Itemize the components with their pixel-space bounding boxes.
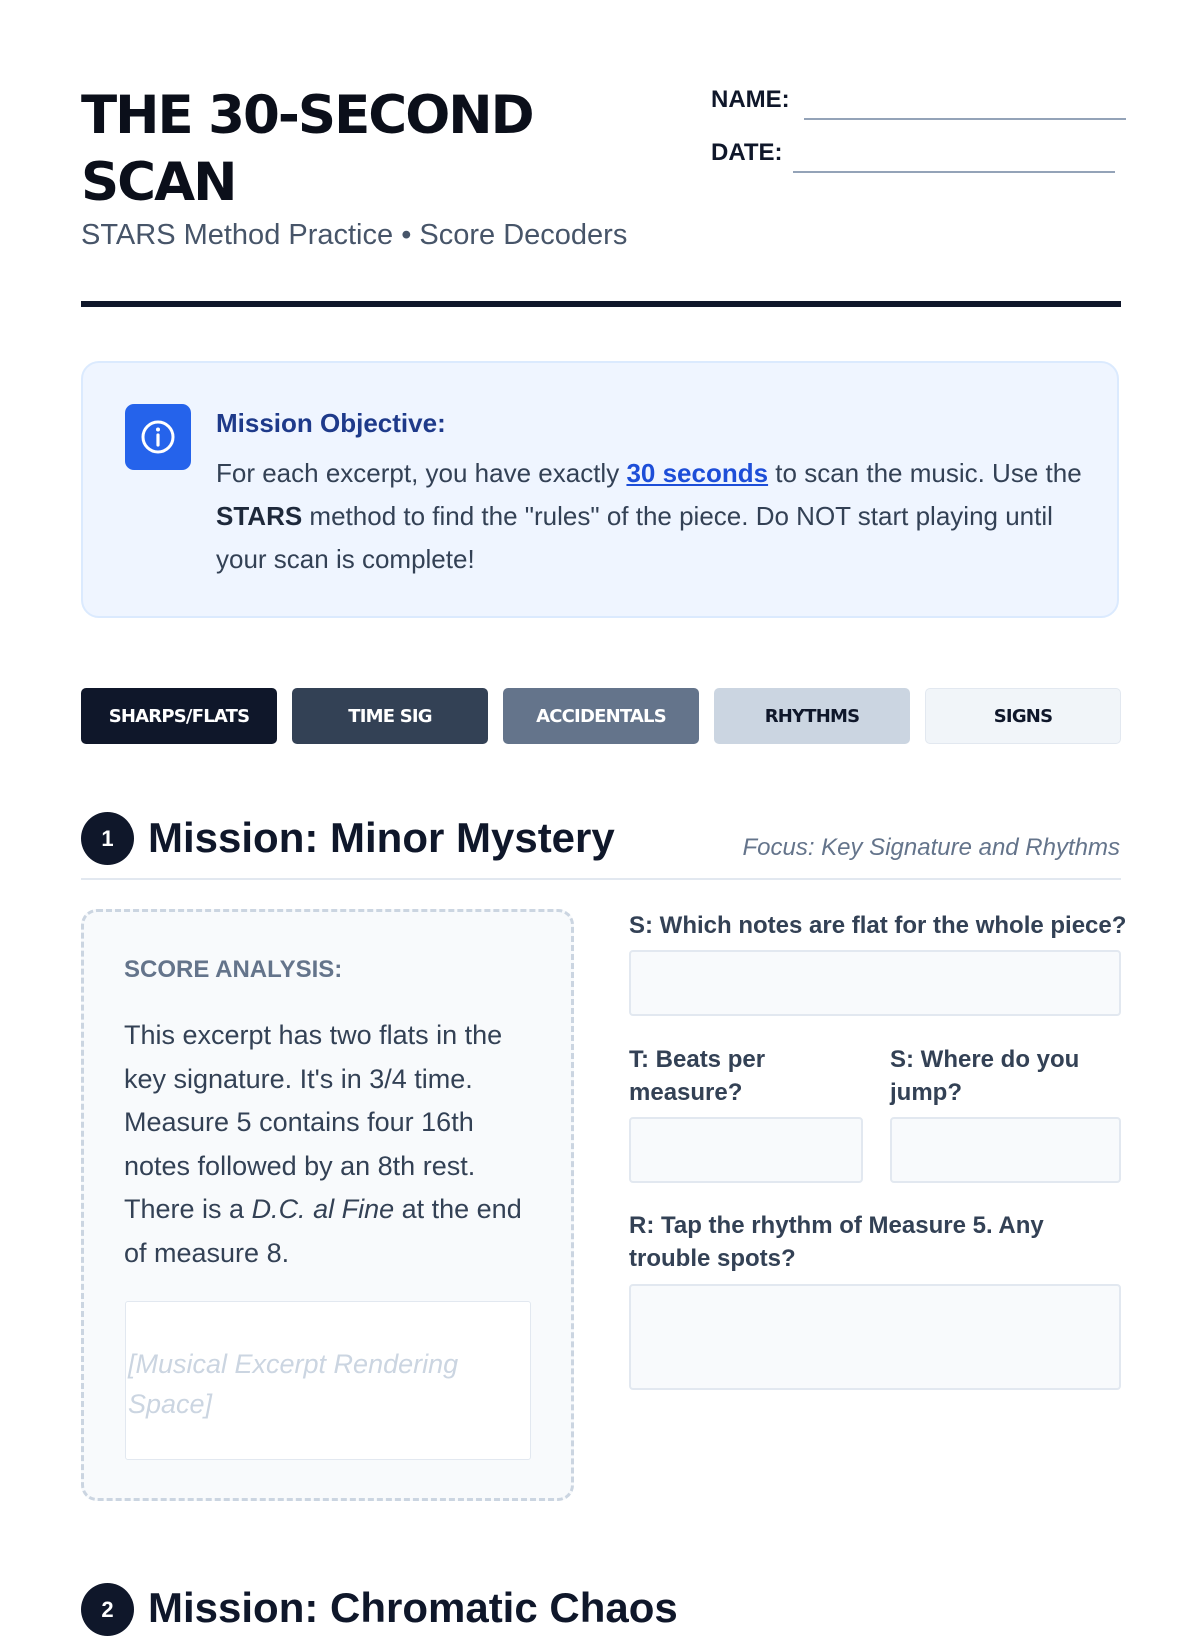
mission-divider — [81, 878, 1121, 880]
stars-emphasis: STARS — [216, 501, 303, 531]
tab-sharps-flats[interactable]: SHARPS/FLATS — [81, 688, 277, 744]
name-field[interactable] — [804, 118, 1126, 120]
objective-heading: Mission Objective: — [216, 408, 446, 438]
name-label: NAME: — [711, 86, 790, 113]
tab-signs[interactable]: SIGNS — [925, 688, 1121, 744]
jump-answer-field[interactable] — [890, 1117, 1121, 1183]
tab-accidentals[interactable]: ACCIDENTALS — [503, 688, 699, 744]
question-beats-label: T: Beats per measure? — [629, 1046, 766, 1106]
date-field[interactable] — [793, 171, 1115, 173]
page-subtitle: STARS Method Practice • Score Decoders — [81, 219, 628, 251]
date-label: DATE: — [711, 139, 783, 166]
tab-time-sig[interactable]: TIME SIG — [292, 688, 488, 744]
rhythm-answer-field[interactable] — [629, 1284, 1121, 1390]
objective-text: For each excerpt, you have exactly 30 seconds to scan the music. Use the STARS method to find the "rules" of the piece. Do NOT start playing until your scan is complete! — [216, 458, 1082, 574]
mission-number-badge: 1 — [81, 812, 134, 865]
excerpt-placeholder: [Musical Excerpt Rendering Space] — [128, 1349, 459, 1419]
mission-2-title: Mission: Chromatic Chaos — [148, 1584, 678, 1631]
question-jump-label: S: Where do you jump? — [890, 1046, 1080, 1106]
score-analysis-label: SCORE ANALYSIS: — [124, 956, 343, 983]
thirty-seconds-link[interactable]: 30 seconds — [626, 458, 769, 488]
mission-2-number-badge: 2 — [81, 1583, 134, 1636]
mission-title: Mission: Minor Mystery — [148, 814, 615, 861]
header-divider — [81, 301, 1121, 307]
score-analysis-panel — [81, 909, 574, 1501]
page-title: THE 30-SECOND SCAN — [81, 85, 533, 213]
mission-focus: Focus: Key Signature and Rhythms — [742, 834, 1120, 861]
question-rhythm-label: R: Tap the rhythm of Measure 5. Any trouble spots? — [629, 1212, 1044, 1272]
musical-excerpt-space — [125, 1301, 531, 1460]
question-flats-label: S: Which notes are flat for the whole piece? — [629, 912, 1127, 939]
beats-answer-field[interactable] — [629, 1117, 863, 1183]
score-analysis-text: This excerpt has two flats in the key signature. It's in 3/4 time. Measure 5 contains four 16th notes followed by an 8th rest. There is a D.C. al Fine at the end of measure 8. — [124, 1020, 522, 1268]
info-icon — [125, 404, 191, 470]
mission-objective-box — [81, 361, 1119, 618]
flats-answer-field[interactable] — [629, 950, 1121, 1016]
tab-rhythms[interactable]: RHYTHMS — [714, 688, 910, 744]
